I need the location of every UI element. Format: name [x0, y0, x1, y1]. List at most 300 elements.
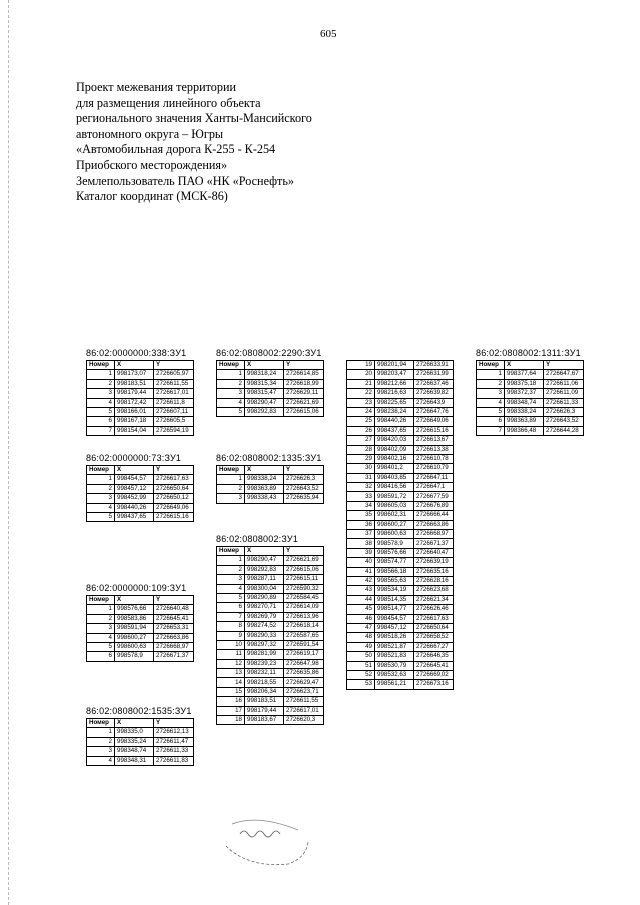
table-row	[477, 398, 584, 407]
point-number: 42	[347, 576, 375, 585]
y-coordinate: 2726605,97	[154, 370, 194, 379]
y-coordinate: 2726633,91	[414, 361, 454, 370]
y-coordinate: 2726613,67	[414, 436, 454, 445]
point-number: 36	[347, 520, 375, 529]
y-coordinate: 2726635,16	[414, 567, 454, 576]
table-row	[477, 407, 584, 416]
table-row	[87, 605, 194, 614]
coordinate-block	[86, 348, 194, 436]
x-coordinate: 998315,34	[245, 379, 284, 388]
x-coordinate: 998600,27	[375, 520, 414, 529]
table-row	[347, 633, 454, 642]
point-number: 6	[217, 603, 245, 612]
y-coordinate: 2726619,17	[284, 650, 324, 659]
x-coordinate: 998377,64	[505, 370, 544, 379]
point-number: 7	[217, 612, 245, 621]
table-row	[87, 398, 194, 407]
x-coordinate: 998166,01	[115, 407, 154, 416]
table-row	[347, 586, 454, 595]
table-row	[87, 417, 194, 426]
table-row	[87, 642, 194, 651]
column-header-num: Номер	[217, 547, 245, 556]
x-coordinate: 998576,66	[115, 605, 154, 614]
y-coordinate: 2726647,11	[414, 473, 454, 482]
y-coordinate: 2726617,01	[284, 706, 324, 715]
table-row	[87, 737, 194, 746]
point-number: 27	[347, 436, 375, 445]
point-number: 40	[347, 558, 375, 567]
point-number: 2	[87, 614, 115, 623]
column-header-x: X	[245, 547, 284, 556]
x-coordinate: 998457,12	[115, 484, 154, 493]
x-coordinate: 998212,66	[375, 379, 414, 388]
y-coordinate: 2726584,45	[284, 593, 324, 602]
table-row	[217, 706, 324, 715]
x-coordinate: 998348,74	[505, 398, 544, 407]
point-number: 20	[347, 370, 375, 379]
point-number: 4	[217, 584, 245, 593]
parcel-title: 86:02:0808002:1311:ЗУ1	[476, 348, 581, 358]
point-number: 47	[347, 623, 375, 632]
point-number: 33	[347, 492, 375, 501]
point-number: 1	[87, 370, 115, 379]
x-coordinate: 998420,03	[375, 436, 414, 445]
y-coordinate: 2726643,52	[284, 484, 324, 493]
y-coordinate: 2726617,63	[154, 475, 194, 484]
table-row	[477, 389, 584, 398]
point-number: 4	[87, 503, 115, 512]
parcel-title: 86:02:0808002:1335:ЗУ1	[216, 453, 322, 463]
point-number: 48	[347, 633, 375, 642]
x-coordinate: 998605,03	[375, 501, 414, 510]
table-row	[347, 417, 454, 426]
x-coordinate: 998591,94	[115, 624, 154, 633]
coordinate-table	[346, 360, 454, 690]
table-row	[347, 558, 454, 567]
table-row	[217, 603, 324, 612]
table-row	[477, 379, 584, 388]
x-coordinate: 998338,24	[245, 475, 284, 484]
column-header-y: Y	[154, 466, 194, 475]
point-number: 4	[217, 398, 245, 407]
x-coordinate: 998290,33	[245, 631, 284, 640]
table-row	[347, 548, 454, 557]
column-header-num: Номер	[477, 361, 505, 370]
point-number: 2	[217, 484, 245, 493]
x-coordinate: 998239,23	[245, 659, 284, 668]
y-coordinate: 2726605,5	[154, 417, 194, 426]
point-number: 5	[87, 407, 115, 416]
y-coordinate: 2726621,69	[284, 556, 324, 565]
x-coordinate: 998338,24	[505, 407, 544, 416]
column-header-num: Номер	[217, 466, 245, 475]
column-header-num: Номер	[87, 719, 115, 728]
y-coordinate: 2726653,31	[154, 624, 194, 633]
coordinate-block	[216, 534, 324, 725]
header-line: Землепользователь ПАО «НК «Роснефть»	[76, 173, 295, 188]
y-coordinate: 2726645,41	[414, 661, 454, 670]
table-row	[347, 464, 454, 473]
x-coordinate: 998183,51	[115, 379, 154, 388]
point-number: 1	[217, 370, 245, 379]
header-line: «Автомобильная дорога К-255 - К-254	[76, 142, 276, 157]
table-row	[217, 612, 324, 621]
point-number: 44	[347, 595, 375, 604]
x-coordinate: 998454,57	[375, 614, 414, 623]
point-number: 31	[347, 473, 375, 482]
point-number: 1	[217, 556, 245, 565]
y-coordinate: 2726629,11	[284, 389, 324, 398]
y-coordinate: 2726621,69	[284, 398, 324, 407]
point-number: 14	[217, 678, 245, 687]
y-coordinate: 2726617,63	[414, 614, 454, 623]
x-coordinate: 998290,47	[245, 398, 284, 407]
table-row	[217, 593, 324, 602]
table-row	[87, 407, 194, 416]
point-number: 2	[217, 565, 245, 574]
coordinate-table	[86, 595, 194, 662]
x-coordinate: 998300,04	[245, 584, 284, 593]
column-header-y: Y	[284, 547, 324, 556]
document-header	[76, 80, 376, 205]
x-coordinate: 998173,07	[115, 370, 154, 379]
y-coordinate: 2726676,89	[414, 501, 454, 510]
point-number: 37	[347, 530, 375, 539]
table-row	[347, 567, 454, 576]
y-coordinate: 2726614,85	[284, 370, 324, 379]
y-coordinate: 2726615,16	[414, 426, 454, 435]
parcel-title: 86:02:0808002:2290:ЗУ1	[216, 348, 322, 358]
x-coordinate: 998203,47	[375, 370, 414, 379]
x-coordinate: 998437,65	[375, 426, 414, 435]
y-coordinate: 2726663,86	[414, 520, 454, 529]
y-coordinate: 2726626,3	[544, 407, 584, 416]
parcel-title: 86:02:0808002:1535:ЗУ1	[86, 706, 192, 716]
y-coordinate: 2726623,68	[414, 586, 454, 595]
table-row	[347, 492, 454, 501]
x-coordinate: 998440,26	[375, 417, 414, 426]
header-line: регионального значения Ханты-Мансийского	[76, 111, 312, 126]
x-coordinate: 998183,67	[245, 716, 284, 725]
x-coordinate: 998561,21	[375, 680, 414, 689]
y-coordinate: 2726639,82	[414, 389, 454, 398]
x-coordinate: 998218,55	[245, 678, 284, 687]
y-coordinate: 2726669,02	[414, 670, 454, 679]
y-coordinate: 2726611,55	[154, 379, 194, 388]
parcel-title: 86:02:0000000:109:ЗУ1	[86, 583, 187, 593]
column-header-num: Номер	[87, 596, 115, 605]
table-row	[347, 501, 454, 510]
point-number: 38	[347, 539, 375, 548]
coordinate-table	[476, 360, 584, 436]
point-number: 25	[347, 417, 375, 426]
point-number: 6	[87, 652, 115, 661]
coordinate-block	[216, 348, 324, 417]
table-row	[217, 398, 324, 407]
x-coordinate: 998578,9	[375, 539, 414, 548]
column-header-x: X	[115, 719, 154, 728]
y-coordinate: 2726639,19	[414, 558, 454, 567]
table-row	[217, 622, 324, 631]
x-coordinate: 998534,19	[375, 586, 414, 595]
point-number: 5	[217, 593, 245, 602]
coordinate-table	[216, 465, 324, 504]
y-coordinate: 2726637,46	[414, 379, 454, 388]
x-coordinate: 998591,72	[375, 492, 414, 501]
y-coordinate: 2726677,59	[414, 492, 454, 501]
column-header-y: Y	[154, 719, 194, 728]
point-number: 39	[347, 548, 375, 557]
x-coordinate: 998514,35	[375, 595, 414, 604]
y-coordinate: 2726611,8	[154, 398, 194, 407]
table-row	[347, 642, 454, 651]
coordinate-block	[476, 348, 584, 436]
x-coordinate: 998270,71	[245, 603, 284, 612]
x-coordinate: 998154,04	[115, 426, 154, 435]
column-header-num: Номер	[87, 361, 115, 370]
point-number: 13	[217, 669, 245, 678]
x-coordinate: 998440,26	[115, 503, 154, 512]
y-coordinate: 2726644,28	[544, 426, 584, 435]
table-row	[347, 661, 454, 670]
x-coordinate: 998600,63	[375, 530, 414, 539]
y-coordinate: 2726631,99	[414, 370, 454, 379]
table-row	[87, 652, 194, 661]
table-row	[347, 454, 454, 463]
x-coordinate: 998454,57	[115, 475, 154, 484]
y-coordinate: 2726649,06	[154, 503, 194, 512]
table-row	[217, 475, 324, 484]
x-coordinate: 998290,89	[245, 593, 284, 602]
point-number: 29	[347, 454, 375, 463]
header-line: Проект межевания территории	[76, 80, 237, 94]
coordinate-block	[216, 453, 324, 504]
x-coordinate: 998172,42	[115, 398, 154, 407]
point-number: 2	[87, 737, 115, 746]
y-coordinate: 2726628,16	[414, 576, 454, 585]
point-number: 4	[87, 756, 115, 765]
table-row	[347, 473, 454, 482]
x-coordinate: 998269,79	[245, 612, 284, 621]
y-coordinate: 2726671,37	[154, 652, 194, 661]
column-header-x: X	[245, 466, 284, 475]
column-header-num: Номер	[217, 361, 245, 370]
point-number: 23	[347, 398, 375, 407]
point-number: 19	[347, 361, 375, 370]
point-number: 3	[87, 747, 115, 756]
y-coordinate: 2726646,35	[414, 652, 454, 661]
table-row	[87, 747, 194, 756]
x-coordinate: 998403,85	[375, 473, 414, 482]
x-coordinate: 998452,99	[115, 494, 154, 503]
table-row	[217, 716, 324, 725]
y-coordinate: 2726611,09	[544, 389, 584, 398]
table-row	[347, 436, 454, 445]
table-row	[87, 512, 194, 521]
x-coordinate: 998183,51	[245, 697, 284, 706]
x-coordinate: 998338,43	[245, 494, 284, 503]
table-row	[217, 659, 324, 668]
point-number: 7	[477, 426, 505, 435]
y-coordinate: 2726611,33	[544, 398, 584, 407]
point-number: 3	[217, 575, 245, 584]
table-row	[477, 370, 584, 379]
point-number: 46	[347, 614, 375, 623]
point-number: 2	[477, 379, 505, 388]
point-number: 3	[87, 624, 115, 633]
point-number: 2	[87, 379, 115, 388]
x-coordinate: 998565,63	[375, 576, 414, 585]
header-line: автономного округа – Югры	[76, 126, 224, 141]
y-coordinate: 2726640,48	[154, 605, 194, 614]
table-row	[347, 576, 454, 585]
y-coordinate: 2726613,96	[284, 612, 324, 621]
x-coordinate: 998600,27	[115, 633, 154, 642]
x-coordinate: 998375,18	[505, 379, 544, 388]
y-coordinate: 2726614,09	[284, 603, 324, 612]
point-number: 3	[87, 389, 115, 398]
point-number: 52	[347, 670, 375, 679]
table-row	[87, 426, 194, 435]
y-coordinate: 2726626,3	[284, 475, 324, 484]
table-row	[347, 379, 454, 388]
parcel-title: 86:02:0808002:ЗУ1	[216, 534, 299, 544]
point-number: 4	[477, 398, 505, 407]
x-coordinate: 998318,24	[245, 370, 284, 379]
parcel-title: 86:02:0000000:338:ЗУ1	[86, 348, 187, 358]
table-row	[347, 595, 454, 604]
column-header-y: Y	[544, 361, 584, 370]
table-row	[217, 379, 324, 388]
point-number: 45	[347, 605, 375, 614]
table-row	[347, 361, 454, 370]
point-number: 1	[87, 475, 115, 484]
point-number: 26	[347, 426, 375, 435]
x-coordinate: 998578,9	[115, 652, 154, 661]
y-coordinate: 2726643,52	[544, 417, 584, 426]
parcel-title: 86:02:0000000:73:ЗУ1	[86, 453, 182, 463]
point-number: 10	[217, 640, 245, 649]
point-number: 2	[217, 379, 245, 388]
header-line: Приобского месторождения»	[76, 157, 228, 172]
table-row	[217, 687, 324, 696]
y-coordinate: 2726617,01	[154, 389, 194, 398]
x-coordinate: 998179,44	[115, 389, 154, 398]
table-row	[217, 584, 324, 593]
table-row	[347, 530, 454, 539]
table-row	[87, 389, 194, 398]
y-coordinate: 2726621,34	[414, 595, 454, 604]
column-header-x: X	[245, 361, 284, 370]
point-number: 3	[87, 494, 115, 503]
x-coordinate: 998238,24	[375, 407, 414, 416]
table-row	[217, 631, 324, 640]
point-number: 24	[347, 407, 375, 416]
point-number: 15	[217, 687, 245, 696]
coordinate-table	[86, 360, 194, 436]
point-number: 41	[347, 567, 375, 576]
coordinate-table	[86, 718, 194, 766]
y-coordinate: 2726590,32	[284, 584, 324, 593]
point-number: 28	[347, 445, 375, 454]
point-number: 3	[477, 389, 505, 398]
x-coordinate: 998167,18	[115, 417, 154, 426]
y-coordinate: 2726611,06	[544, 379, 584, 388]
table-row	[87, 728, 194, 737]
y-coordinate: 2726649,06	[414, 417, 454, 426]
y-coordinate: 2726610,79	[414, 464, 454, 473]
column-header-x: X	[115, 466, 154, 475]
x-coordinate: 998521,83	[375, 652, 414, 661]
y-coordinate: 2726647,98	[284, 659, 324, 668]
x-coordinate: 998600,63	[115, 642, 154, 651]
column-header-x: X	[115, 361, 154, 370]
table-row	[87, 503, 194, 512]
x-coordinate: 998297,32	[245, 640, 284, 649]
y-coordinate: 2726611,83	[154, 756, 194, 765]
x-coordinate: 998437,65	[115, 512, 154, 521]
y-coordinate: 2726626,46	[414, 605, 454, 614]
point-number: 1	[217, 475, 245, 484]
table-row	[217, 650, 324, 659]
x-coordinate: 998366,48	[505, 426, 544, 435]
table-row	[87, 484, 194, 493]
page-number: 605	[320, 28, 337, 40]
x-coordinate: 998518,26	[375, 633, 414, 642]
column-header-num: Номер	[87, 466, 115, 475]
y-coordinate: 2726658,52	[414, 633, 454, 642]
x-coordinate: 998457,12	[375, 623, 414, 632]
point-number: 7	[87, 426, 115, 435]
table-row	[87, 370, 194, 379]
y-coordinate: 2726611,55	[284, 697, 324, 706]
point-number: 3	[217, 494, 245, 503]
table-row	[347, 652, 454, 661]
point-number: 5	[87, 642, 115, 651]
table-row	[347, 389, 454, 398]
table-row	[347, 539, 454, 548]
column-header-x: X	[115, 596, 154, 605]
y-coordinate: 2726587,65	[284, 631, 324, 640]
y-coordinate: 2726640,47	[414, 548, 454, 557]
point-number: 32	[347, 483, 375, 492]
y-coordinate: 2726666,44	[414, 511, 454, 520]
point-number: 1	[477, 370, 505, 379]
table-row	[347, 398, 454, 407]
point-number: 5	[217, 407, 245, 416]
column-header-y: Y	[154, 596, 194, 605]
coordinate-block	[86, 453, 194, 522]
x-coordinate: 998335,24	[115, 737, 154, 746]
x-coordinate: 998416,56	[375, 483, 414, 492]
point-number: 4	[87, 398, 115, 407]
y-coordinate: 2726629,47	[284, 678, 324, 687]
point-number: 11	[217, 650, 245, 659]
point-number: 50	[347, 652, 375, 661]
coordinate-block	[346, 348, 454, 690]
table-row	[217, 407, 324, 416]
point-number: 5	[87, 512, 115, 521]
x-coordinate: 998521,87	[375, 642, 414, 651]
y-coordinate: 2726671,37	[414, 539, 454, 548]
table-row	[477, 426, 584, 435]
x-coordinate: 998179,44	[245, 706, 284, 715]
y-coordinate: 2726618,99	[284, 379, 324, 388]
x-coordinate: 998274,52	[245, 622, 284, 631]
table-row	[347, 370, 454, 379]
table-row	[347, 445, 454, 454]
point-number: 8	[217, 622, 245, 631]
